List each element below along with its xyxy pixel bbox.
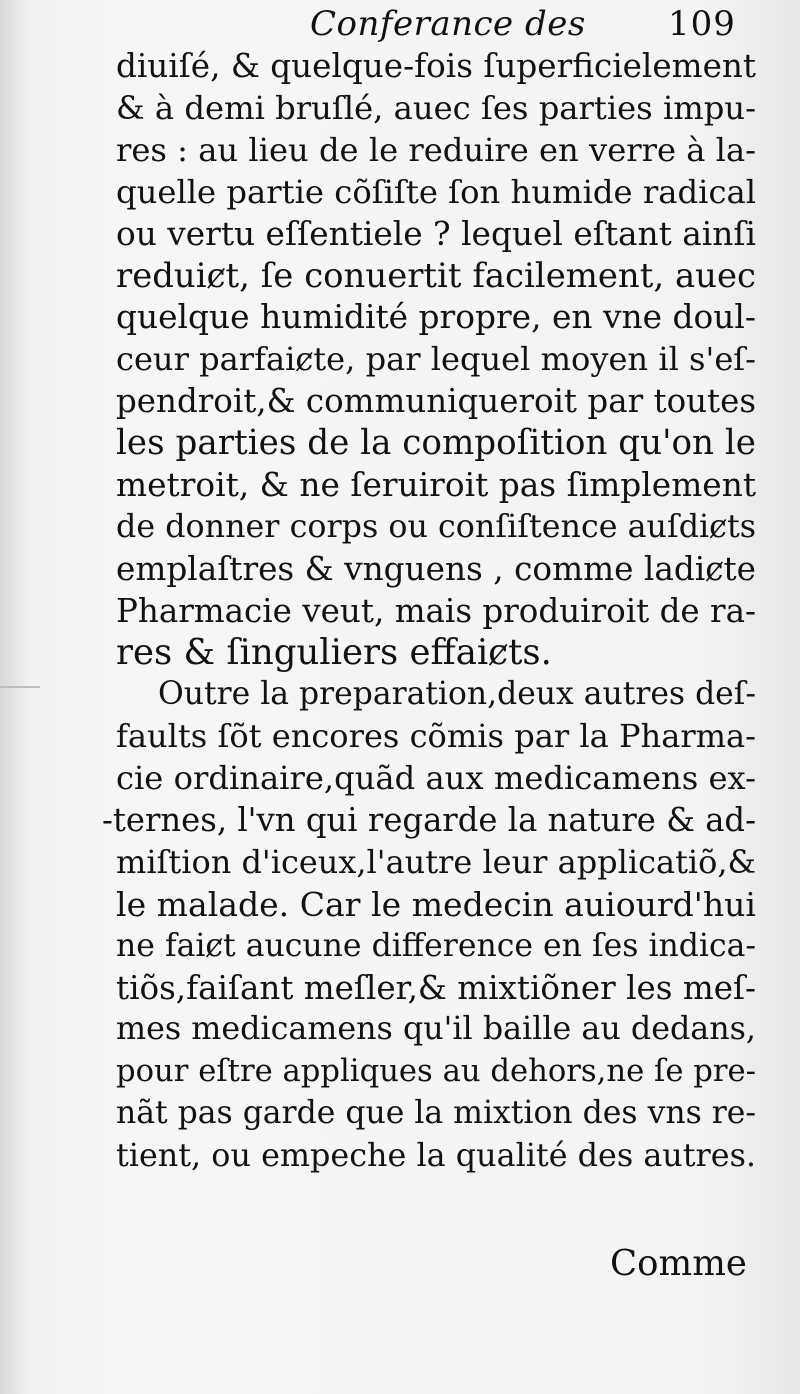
text-line: cie ordinaire,quãd aux medicamens ex- <box>116 759 756 798</box>
text-line: pour eſtre appliques au dehors,ne ſe pre- <box>116 1054 756 1090</box>
text-line: ceur parfaiȼte, par lequel moyen il s'eſ- <box>116 340 756 379</box>
page-number: 109 <box>668 4 736 44</box>
text-line: mes medicamens qu'il baille au dedans, <box>116 1011 756 1048</box>
text-line: metroit, & ne ſeruiroit pas ſimplement <box>116 465 756 504</box>
running-head <box>0 4 800 48</box>
text-line: tiõs,faiſant meſler,& mixtiõner les meſ- <box>116 968 756 1007</box>
text-line: tient, ou empeche la qualité des autres. <box>116 1136 756 1175</box>
text-line: emplaſtres & vnguens , comme ladiȼte <box>116 549 756 588</box>
text-line: pendroit,& communiqueroit par toutes <box>116 382 756 421</box>
text-line: miſtion d'iceux,l'autre leur applicatiõ,& <box>116 842 756 881</box>
text-line: diuiſé, & quelque-fois ſuperficielement <box>116 47 756 85</box>
paragraph-end-line: res & ſinguliers effaiȼts. <box>116 632 552 674</box>
text-line: le malade. Car le medecin auiourd'hui <box>116 884 756 924</box>
text-line: faults ſõt encores cõmis par la Pharma- <box>116 717 756 756</box>
text-line: quelque humidité propre, en vne doul- <box>116 298 756 337</box>
text-line: ou vertu eſſentiele ? lequel eſtant ainſi <box>116 214 756 253</box>
text-line: ne faiȼt aucune difference en ſes indica- <box>116 927 756 964</box>
text-line: de donner corps ou conſiſtence auſdiȼts <box>116 508 756 545</box>
margin-mark <box>0 686 40 688</box>
paragraph-start-line: Outre la preparation,deux autres deſ- <box>158 676 756 713</box>
catchword: Comme <box>610 1243 747 1284</box>
text-line: & à demi bruſlé, auec ſes parties impu- <box>116 88 756 127</box>
running-title: Conferance des <box>310 4 586 44</box>
text-line: -ternes, l'vn qui regarde la nature & ad- <box>102 801 756 840</box>
body-text <box>102 46 756 1177</box>
text-line: les parties de la compoſition qu'on le <box>116 423 756 464</box>
text-line: reduiȼt, ſe conuertit facilement, auec <box>116 256 756 296</box>
text-line: quelle partie cõſiſte ſon humide radical <box>116 172 756 211</box>
text-line: nãt pas garde que la mixtion des vns re- <box>116 1095 756 1132</box>
text-line: res : au lieu de le reduire en verre à la- <box>116 130 756 169</box>
text-line: Pharmacie veut, mais produiroit de ra- <box>116 591 756 630</box>
